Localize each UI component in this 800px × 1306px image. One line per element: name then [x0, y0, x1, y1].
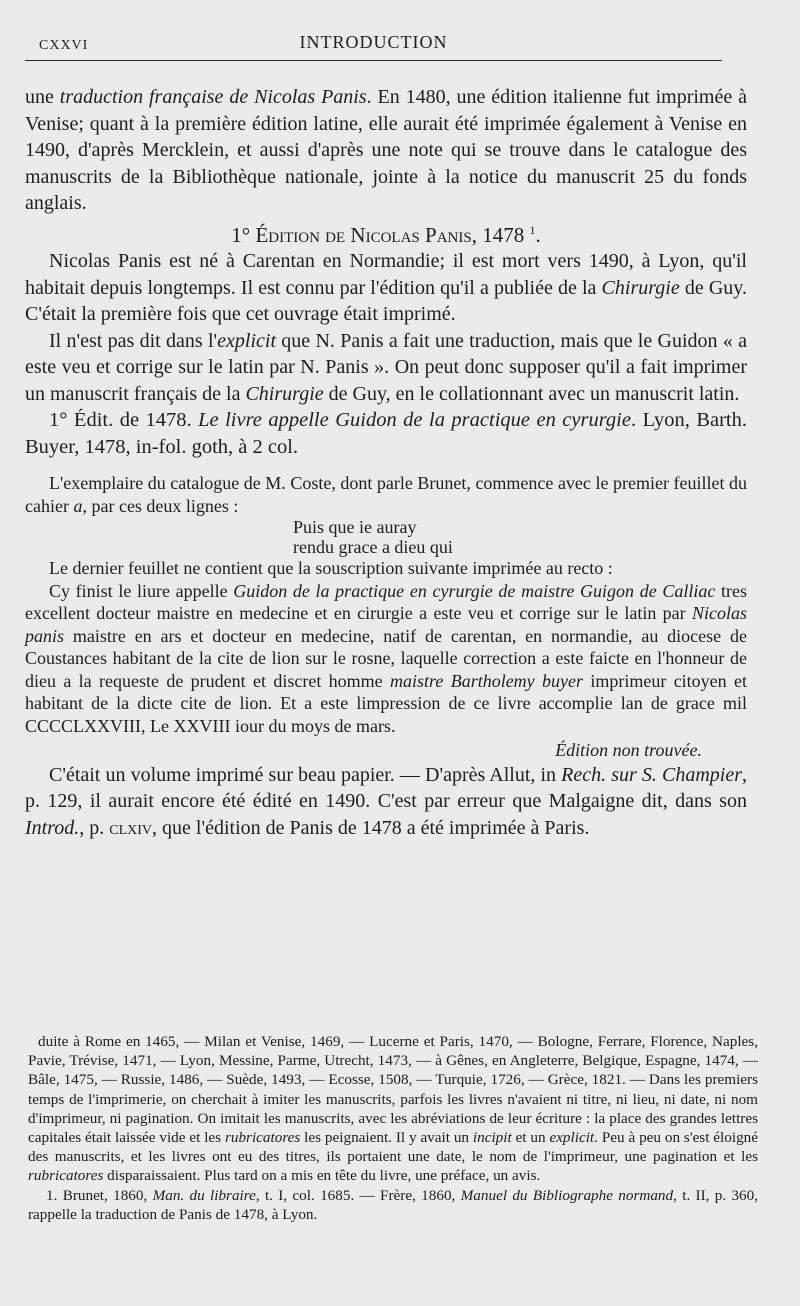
footnote-marker: 1 — [529, 222, 536, 237]
footnote-continuation: duite à Rome en 1465, — Milan et Venise, 1469, — Lucerne et Paris, 1470, — Bologne, Ferrare, Florence, Naples, Pavie, Trévise, 1471, — Lyon, Messine, Parme, Utrecht, 1473, — à Gênes, en Angleterre, Belgique, Espagne, 1474, — Bâle, 1475, — Russie, 1486, — Suède, 1493, — Ecosse, 1508, — Turquie, 1726, — Grèce, 1821. — Dans les premiers temps de l'imprimerie, on cherchait à imiter les manuscrits, parfois les livres n'avaient ni titre, ni lieu, ni date, ni nom d'imprimeur, ni pagination. On imitait les manuscrits, avec les abréviations de leur écriture : la place des grandes lettres capitales était laissée vide et les rubricatores les peignaient. Il y avait un incipit et un explicit. Peu à peu on s'est éloigné des manuscrits, et les livres ont eu des titres, ils portaient une date, le nom de l'imprimeur, une pagination et les rubricatores disparaissaient. Plus tard on a mis en tête du livre, une préface, un avis. — [28, 1033, 759, 1185]
running-title: INTRODUCTION — [299, 32, 448, 52]
footnotes — [28, 1032, 758, 1224]
page-number: CXXVI — [39, 38, 89, 53]
paragraph-exemplaire: L'exemplaire du catalogue de M. Coste, dont parle Brunet, commence avec le premier feuillet du cahier a, par ces deux lignes : — [25, 473, 747, 516]
verse-line: rendu grace a dieu qui — [293, 537, 453, 557]
paragraph-intro-continuation: une traduction française de Nicolas Panis. En 1480, une édition italienne fut imprimée à Venise; quant à la première édition latine, elle aurait été imprimée également à Venise en 1490, d'après Mercklein, et aussi d'après une note qui se trouve dans le catalogue des manuscrits de la Bibliothèque nationale, jointe à la notice du manuscrit 25 du fonds anglais. — [25, 86, 748, 214]
verse-line: Puis que ie auray — [293, 517, 417, 537]
bibliographic-entry: 1° Édit. de 1478. Le livre appelle Guidon de la practique en cyrurgie. Lyon, Barth. Buyer, 1478, in-fol. goth, à 2 col. — [25, 409, 747, 458]
edition-note: Édition non trouvée. — [555, 740, 702, 760]
paragraph-souscription-intro: Le dernier feuillet ne contient que la souscription suivante imprimée au recto : — [49, 558, 613, 578]
running-header — [25, 30, 722, 61]
paragraph-explicit: Il n'est pas dit dans l'explicit que N. Panis a fait une traduction, mais que le Guidon « a este veu et corrige sur le latin par N. Panis ». On peut donc supposer qu'il a fait imprimer un manuscrit français de la Chirurgie de Guy, en le collationnant avec un manuscrit latin. — [25, 329, 748, 405]
paragraph-panis-bio: Nicolas Panis est né à Carentan en Normandie; il est mort vers 1490, à Lyon, qu'il habitait depuis longtemps. Il est connu par l'édition qu'il a publiée de la Chirurgie de Guy. C'était la première fois que cet ouvrage était imprimé. — [25, 250, 747, 325]
paragraph-colophon: Cy finist le liure appelle Guidon de la practique en cyrurgie de maistre Guigon de Calliac tres excellent docteur maistre en medecine et en cirurgie a este veu et corrige sur le latin par Nicolas panis maistre en ars et docteur en medecine, natif de carentan, en normandie, au diocese de Coustances habitant de la cite de lion sur le rosne, laquelle correction a este faicte en l'honneur de dieu a la requeste de prudent et discret homme maistre Bartholemy buyer imprimeur citoyen et habitant de la dicte cite de lion. Et a este limpression de ce livre accomplie lan de grace mil CCCCLXXVIII, Le XXVIII iour du moys de mars. — [25, 580, 748, 736]
footnote-1: 1. Brunet, 1860, Man. du libraire, t. I, col. 1685. — Frère, 1860, Manuel du Bibliographe normand, t. II, p. 360, rappelle la traduction de Panis de 1478, à Lyon. — [28, 1186, 759, 1223]
section-heading: 1° Édition de Nicolas Panis, 1478 $^1$. — [231, 222, 541, 247]
quoted-description — [25, 472, 747, 762]
paragraph-volume: C'était un volume imprimé sur beau papier. — D'après Allut, in Rech. sur S. Champier, p. 129, il aurait encore été édité en 1490. C'est par erreur que Malgaigne dit, dans son Introd., p. clxiv, que l'édition de Panis de 1478 a été imprimée à Paris. — [25, 763, 747, 839]
main-text — [25, 84, 747, 841]
